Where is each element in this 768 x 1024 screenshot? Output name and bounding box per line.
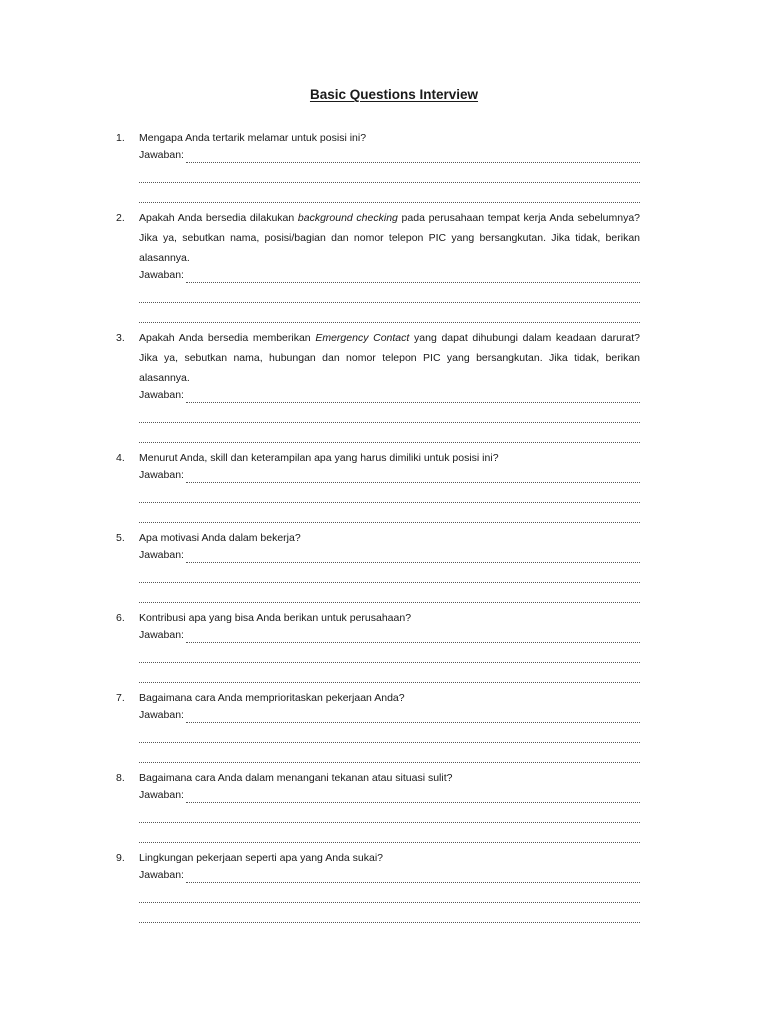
answer-line[interactable] xyxy=(139,148,640,168)
answer-dotted-line xyxy=(186,558,640,563)
answer-line[interactable] xyxy=(139,548,640,568)
answer-dotted-line xyxy=(139,418,640,423)
answer-dotted-line xyxy=(139,918,640,923)
question-item xyxy=(116,328,640,448)
answer-line[interactable] xyxy=(139,648,640,668)
question-item xyxy=(116,528,640,608)
answer-label: Jawaban: xyxy=(139,389,184,401)
answer-dotted-line xyxy=(186,878,640,883)
question-text: Apa motivasi Anda dalam bekerja? xyxy=(139,532,301,544)
question-item xyxy=(116,768,640,848)
answer-dotted-line xyxy=(139,678,640,683)
answer-line[interactable] xyxy=(139,508,640,528)
question-text: Bagaimana cara Anda dalam menangani tekanan atau situasi sulit? xyxy=(139,772,453,784)
question-text: Lingkungan pekerjaan seperti apa yang Anda sukai? xyxy=(139,852,384,864)
question-item xyxy=(116,128,640,208)
answer-dotted-line xyxy=(139,598,640,603)
question-number: 8. xyxy=(116,772,125,784)
question-number: 4. xyxy=(116,452,125,464)
question-text: Kontribusi apa yang bisa Anda berikan untuk perusahaan? xyxy=(139,612,412,624)
answer-dotted-line xyxy=(186,158,640,163)
answer-dotted-line xyxy=(186,478,640,483)
answer-label: Jawaban: xyxy=(139,149,184,161)
answer-line[interactable] xyxy=(139,408,640,428)
question-text: Apakah Anda bersedia dilakukan background checking pada perusahaan tempat kerja Anda sebelumnya? Jika ya, sebutkan nama, posisi/bagian dan nomor telepon PIC yang bersangkutan. Jika tidak, berikan alasannya. xyxy=(139,212,640,264)
answer-line[interactable] xyxy=(139,308,640,328)
answer-dotted-line xyxy=(139,198,640,203)
answer-line[interactable] xyxy=(139,388,640,408)
answer-label: Jawaban: xyxy=(139,629,184,641)
question-text: Bagaimana cara Anda memprioritaskan pekerjaan Anda? xyxy=(139,692,405,704)
italic-term: Emergency Contact xyxy=(315,332,410,344)
answer-label: Jawaban: xyxy=(139,469,184,481)
answer-line[interactable] xyxy=(139,188,640,208)
answer-dotted-line xyxy=(139,898,640,903)
answer-dotted-line xyxy=(139,658,640,663)
document-title: Basic Questions Interview xyxy=(309,87,479,102)
answer-dotted-line xyxy=(186,278,640,283)
answer-line[interactable] xyxy=(139,828,640,848)
question-item xyxy=(116,848,640,928)
answer-line[interactable] xyxy=(139,268,640,288)
answer-line[interactable] xyxy=(139,488,640,508)
answer-dotted-line xyxy=(139,738,640,743)
answer-dotted-line xyxy=(139,298,640,303)
answer-dotted-line xyxy=(139,178,640,183)
answer-dotted-line xyxy=(139,578,640,583)
answer-line[interactable] xyxy=(139,868,640,888)
question-item xyxy=(116,688,640,768)
answer-dotted-line xyxy=(139,838,640,843)
answer-dotted-line xyxy=(139,318,640,323)
answer-line[interactable] xyxy=(139,808,640,828)
answer-line[interactable] xyxy=(139,788,640,808)
answer-label: Jawaban: xyxy=(139,269,184,281)
answer-label: Jawaban: xyxy=(139,869,184,881)
answer-line[interactable] xyxy=(139,428,640,448)
answer-dotted-line xyxy=(139,438,640,443)
question-number: 6. xyxy=(116,612,125,624)
answer-line[interactable] xyxy=(139,468,640,488)
answer-label: Jawaban: xyxy=(139,549,184,561)
question-number: 2. xyxy=(116,212,125,224)
answer-dotted-line xyxy=(139,518,640,523)
answer-label: Jawaban: xyxy=(139,709,184,721)
answer-line[interactable] xyxy=(139,288,640,308)
answer-dotted-line xyxy=(186,798,640,803)
answer-label: Jawaban: xyxy=(139,789,184,801)
answer-line[interactable] xyxy=(139,168,640,188)
answer-line[interactable] xyxy=(139,728,640,748)
answer-dotted-line xyxy=(186,638,640,643)
answer-line[interactable] xyxy=(139,888,640,908)
question-item xyxy=(116,448,640,528)
answer-line[interactable] xyxy=(139,568,640,588)
question-number: 3. xyxy=(116,332,125,344)
question-item xyxy=(116,208,640,328)
answer-line[interactable] xyxy=(139,748,640,768)
answer-dotted-line xyxy=(186,718,640,723)
answer-line[interactable] xyxy=(139,668,640,688)
question-text: Menurut Anda, skill dan keterampilan apa yang harus dimiliki untuk posisi ini? xyxy=(139,452,499,464)
answer-dotted-line xyxy=(139,498,640,503)
answer-line[interactable] xyxy=(139,628,640,648)
question-list xyxy=(116,128,640,928)
answer-dotted-line xyxy=(139,758,640,763)
question-number: 9. xyxy=(116,852,125,864)
answer-line[interactable] xyxy=(139,708,640,728)
question-text: Mengapa Anda tertarik melamar untuk posisi ini? xyxy=(139,132,367,144)
question-item xyxy=(116,608,640,688)
italic-term: background checking xyxy=(297,212,398,224)
question-text: Apakah Anda bersedia memberikan Emergency Contact yang dapat dihubungi dalam keadaan darurat? Jika ya, sebutkan nama, hubungan dan nomor telepon PIC yang bersangkutan. Jika tidak, berikan alasannya. xyxy=(139,332,640,384)
question-number: 5. xyxy=(116,532,125,544)
question-number: 1. xyxy=(116,132,125,144)
answer-line[interactable] xyxy=(139,908,640,928)
question-number: 7. xyxy=(116,692,125,704)
answer-dotted-line xyxy=(139,818,640,823)
answer-line[interactable] xyxy=(139,588,640,608)
answer-dotted-line xyxy=(186,398,640,403)
